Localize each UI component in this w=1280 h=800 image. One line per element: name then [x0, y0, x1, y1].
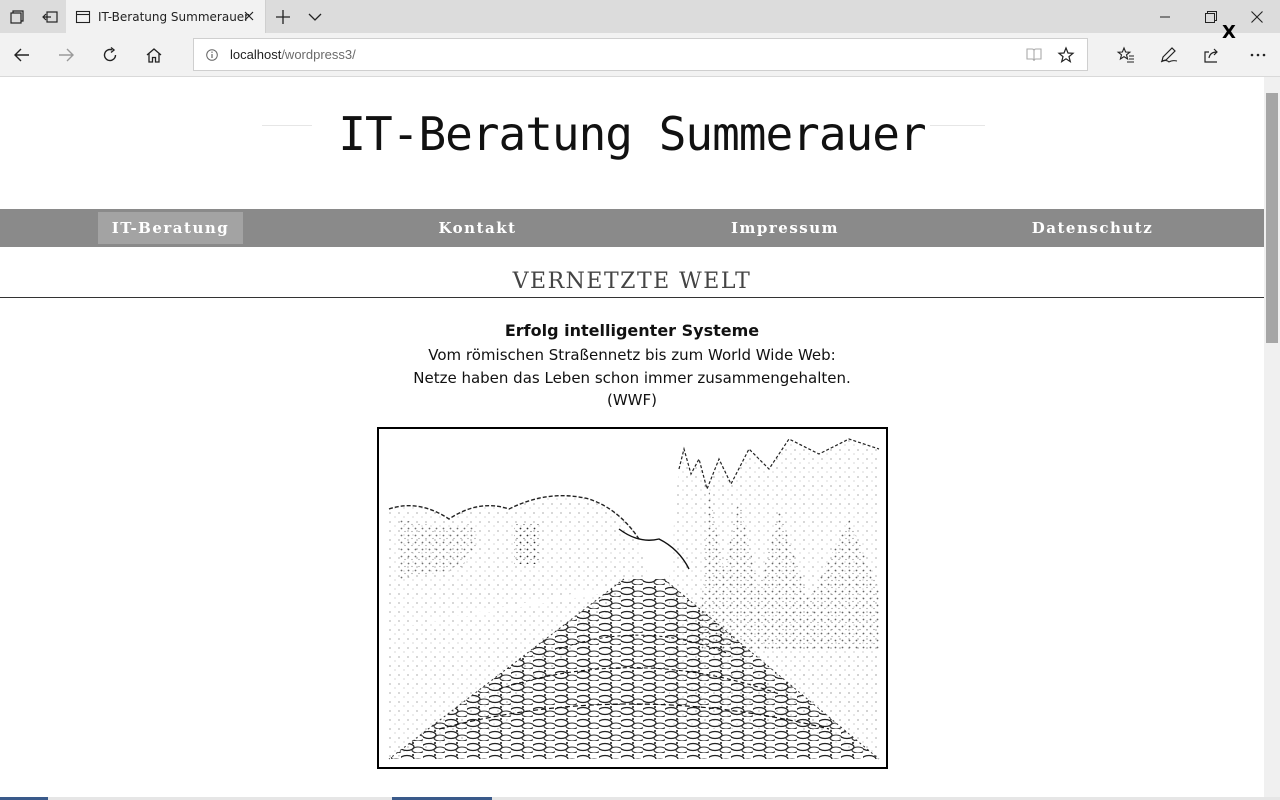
address-bar[interactable]	[193, 38, 1088, 71]
extension-button[interactable]: X	[1222, 22, 1236, 43]
close-icon	[1251, 11, 1263, 23]
close-tab-button[interactable]	[241, 8, 257, 24]
refresh-button[interactable]	[94, 39, 126, 71]
site-logo[interactable]: IT-Beratung Summerauer	[338, 107, 926, 161]
address-text	[230, 47, 356, 62]
set-aside-tabs-icon	[42, 10, 58, 24]
roman-road-sketch-image	[377, 427, 888, 769]
web-page	[0, 77, 1264, 800]
more-button[interactable]	[1242, 39, 1274, 71]
back-arrow-icon	[14, 48, 30, 62]
browser-tab[interactable]	[66, 0, 266, 33]
home-icon	[146, 48, 162, 63]
title-bar	[0, 0, 1280, 33]
forward-button[interactable]	[50, 39, 82, 71]
tab-title: IT-Beratung Summerauer	[98, 9, 250, 24]
tab-actions-button[interactable]	[0, 0, 33, 33]
tab-list-button[interactable]	[300, 0, 330, 33]
info-icon	[206, 49, 218, 61]
page-title: VERNETZTE WELT	[512, 269, 752, 294]
menu-item-datenschutz[interactable]: Datenschutz	[1031, 219, 1154, 237]
menu-item-impressum[interactable]: Impressum	[731, 219, 839, 237]
minimize-icon	[1160, 16, 1170, 18]
share-button[interactable]	[1197, 39, 1229, 71]
page-scrollbar[interactable]	[1264, 77, 1280, 800]
notes-button[interactable]	[1153, 39, 1185, 71]
new-tab-button[interactable]	[268, 0, 298, 33]
favorites-button[interactable]	[1110, 39, 1142, 71]
address-host: localhost	[230, 47, 282, 62]
sketch-drawing	[379, 429, 886, 767]
favorites-list-icon	[1117, 47, 1135, 63]
menu-item-it-beratung[interactable]: IT-Beratung	[98, 212, 243, 244]
add-favorite-button[interactable]	[1050, 39, 1082, 71]
quote-source: (WWF)	[607, 391, 657, 409]
share-icon	[1204, 47, 1222, 63]
tab-actions-icon	[10, 10, 24, 24]
quote-heading: Erfolg intelligenter Systeme	[504, 321, 760, 340]
quote-line: Netze haben das Leben schon immer zusammengehalten.	[413, 369, 851, 387]
plus-icon	[276, 10, 290, 24]
chevron-down-icon	[308, 13, 322, 21]
pen-icon	[1160, 47, 1178, 63]
home-button[interactable]	[138, 39, 170, 71]
title-divider	[0, 297, 1264, 298]
address-path: /wordpress3/	[281, 47, 356, 62]
scrollbar-thumb[interactable]	[1266, 93, 1278, 343]
close-window-button[interactable]	[1234, 0, 1280, 33]
menu-item-kontakt[interactable]: Kontakt	[438, 219, 517, 237]
restore-icon	[1205, 11, 1217, 23]
minimize-button[interactable]	[1142, 0, 1188, 33]
main-menu	[0, 209, 1264, 247]
navigation-bar	[0, 33, 1280, 77]
set-aside-tabs-button[interactable]	[33, 0, 66, 33]
book-icon	[1026, 48, 1042, 62]
forward-arrow-icon	[58, 48, 74, 62]
more-dots-icon	[1250, 53, 1266, 57]
refresh-icon	[102, 47, 118, 63]
page-icon	[76, 11, 90, 23]
back-button[interactable]	[6, 39, 38, 71]
quote-line: Vom römischen Straßennetz bis zum World Wide Web:	[428, 346, 836, 364]
reading-view-button[interactable]	[1018, 39, 1050, 71]
close-icon	[244, 11, 254, 21]
star-icon	[1058, 47, 1074, 63]
